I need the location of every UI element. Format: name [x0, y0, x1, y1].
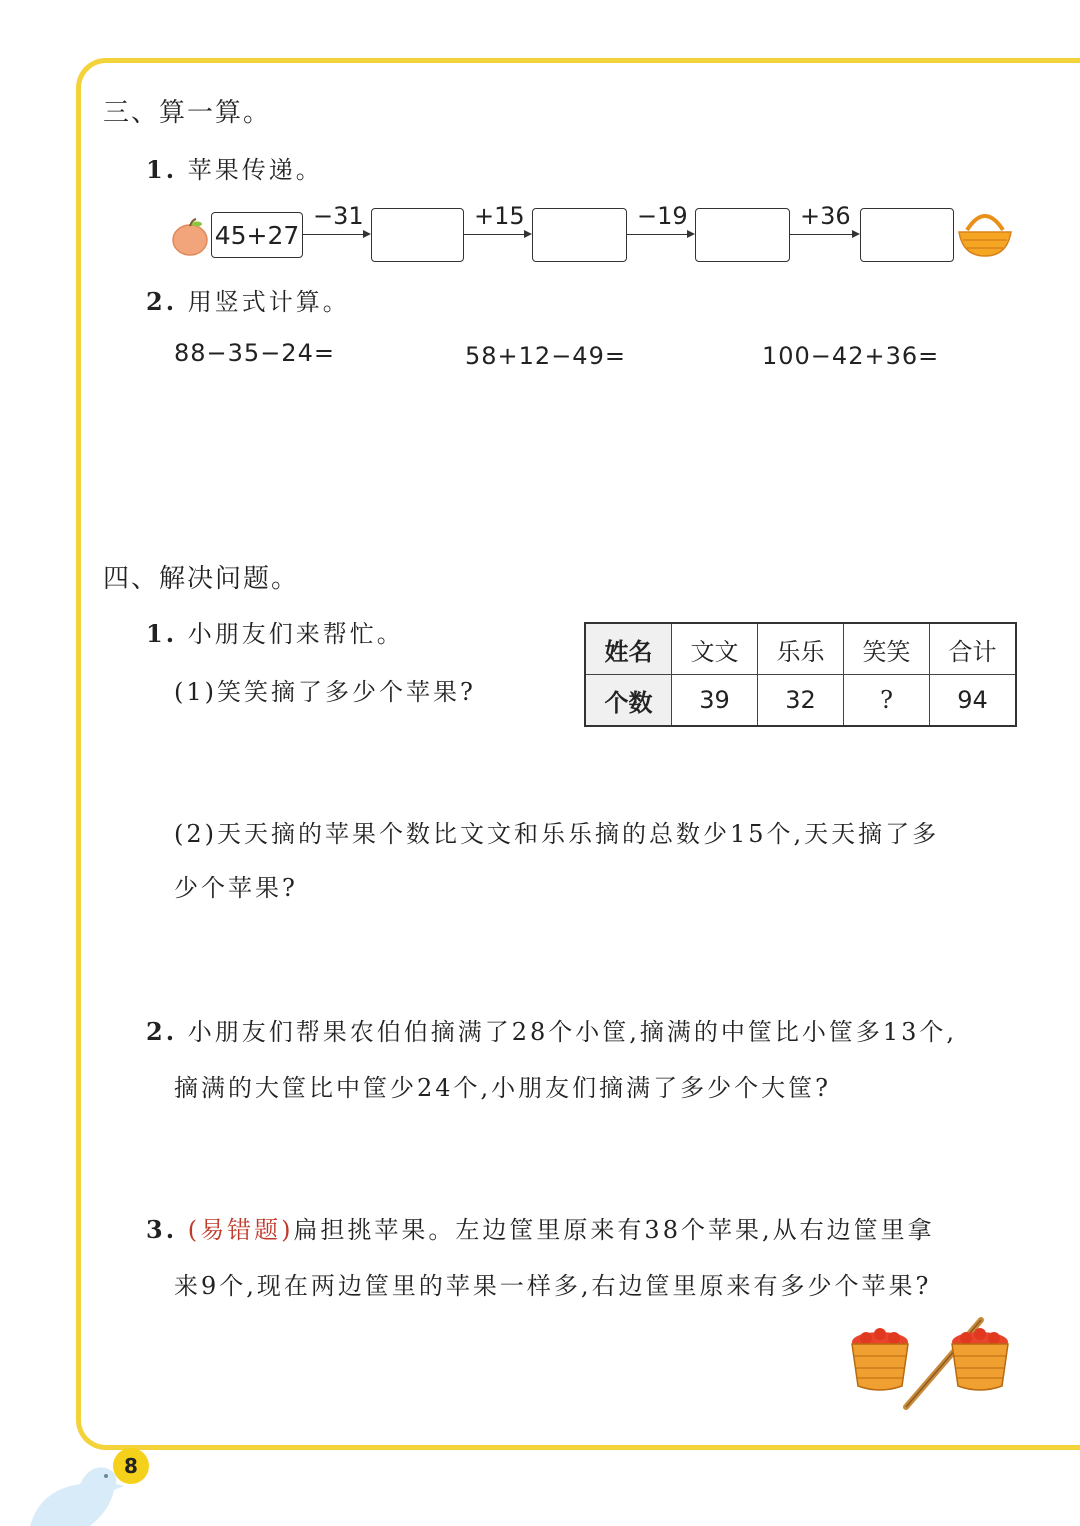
question-number: 3.	[146, 1215, 178, 1244]
expression-1: 88−35−24=	[174, 339, 335, 367]
error-prone-tag: (易错题)	[187, 1216, 294, 1244]
chain-answer-box-4[interactable]	[860, 208, 954, 262]
chain-start-box: 45+27	[211, 212, 303, 258]
chain-op-3: −19	[637, 202, 688, 230]
question-1-sub-1: (1)笑笑摘了多少个苹果?	[174, 678, 476, 706]
section-3-question-2	[146, 282, 350, 317]
section-3-question-1	[146, 150, 323, 185]
question-number: 2.	[146, 287, 178, 316]
question-text: 用竖式计算。	[187, 288, 350, 316]
section-4-question-3-line-1	[146, 1210, 935, 1245]
chain-arrow-3	[627, 234, 693, 235]
chain-arrow-1	[303, 234, 369, 235]
section-4-question-2-line-2: 摘满的大筐比中筐少24个,小朋友们摘满了多少个大筐?	[174, 1074, 832, 1102]
table-cell: 32	[758, 675, 844, 727]
table-cell: 姓名	[585, 623, 672, 675]
page-number-badge: 8	[113, 1448, 149, 1484]
table-header-row	[585, 623, 1016, 675]
question-text: 小朋友们帮果农伯伯摘满了28个小筐,摘满的中筐比小筐多13个,	[187, 1018, 958, 1046]
table-cell: 文文	[672, 623, 758, 675]
apple-icon	[170, 216, 210, 258]
question-text: 扁担挑苹果。左边筐里原来有38个苹果,从右边筐里拿	[293, 1216, 935, 1244]
question-number: 1.	[146, 155, 178, 184]
section-4-question-2-line-1	[146, 1012, 957, 1047]
section-4-question-3-line-2: 来9个,现在两边筐里的苹果一样多,右边筐里原来有多少个苹果?	[174, 1272, 932, 1300]
table-cell: 94	[930, 675, 1017, 727]
chain-answer-box-2[interactable]	[532, 208, 627, 262]
chain-arrow-4	[790, 234, 858, 235]
expression-3: 100−42+36=	[762, 342, 940, 370]
pole-baskets-icon	[846, 1312, 1016, 1412]
chain-op-2: +15	[474, 202, 525, 230]
chain-arrow-2	[464, 234, 530, 235]
question-text: 小朋友们来帮忙。	[187, 620, 404, 648]
section-3-title: 三、算一算。	[103, 98, 272, 128]
table-cell: 39	[672, 675, 758, 727]
chain-op-1: −31	[313, 202, 364, 230]
section-4-question-1	[146, 614, 404, 649]
apple-count-table	[584, 622, 1017, 727]
table-row	[585, 675, 1016, 727]
chain-answer-box-1[interactable]	[371, 208, 464, 262]
table-cell: 个数	[585, 675, 672, 727]
question-number: 2.	[146, 1017, 178, 1046]
table-cell: 合计	[930, 623, 1017, 675]
basket-icon	[955, 206, 1015, 260]
question-number: 1.	[146, 619, 178, 648]
table-cell: 乐乐	[758, 623, 844, 675]
table-cell: ?	[844, 675, 930, 727]
expression-2: 58+12−49=	[465, 342, 626, 370]
chain-op-4: +36	[800, 202, 851, 230]
section-4-title: 四、解决问题。	[103, 564, 300, 594]
question-text: 苹果传递。	[187, 156, 323, 184]
chain-answer-box-3[interactable]	[695, 208, 790, 262]
table-cell: 笑笑	[844, 623, 930, 675]
question-1-sub-2-line-2: 少个苹果?	[174, 874, 298, 902]
question-1-sub-2-line-1: (2)天天摘的苹果个数比文文和乐乐摘的总数少15个,天天摘了多	[174, 820, 940, 848]
